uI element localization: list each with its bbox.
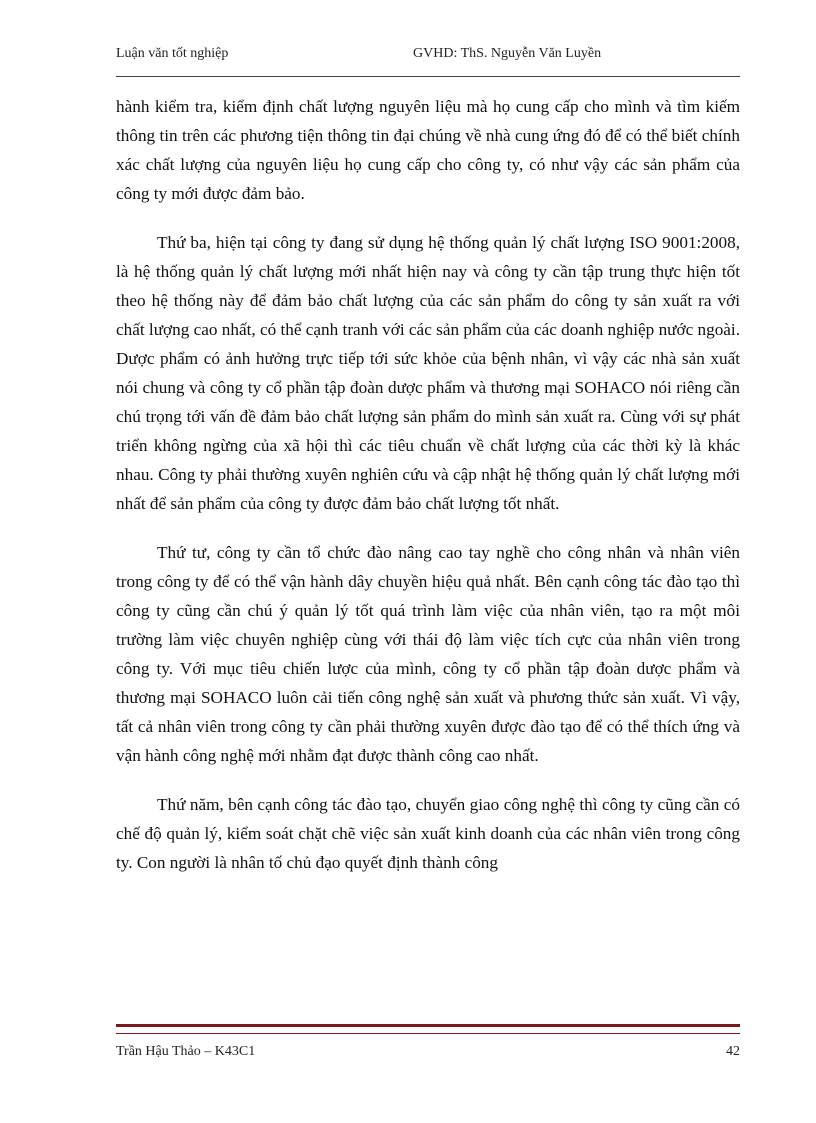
document-body [116, 92, 740, 897]
page-number: 42 [726, 1044, 740, 1059]
page-footer [116, 1044, 740, 1064]
paragraph-third-point: Thứ ba, hiện tại công ty đang sử dụng hệ thống quản lý chất lượng ISO 9001:2008, là hệ thống quản lý chất lượng mới nhất hiện nay và công ty cần tập trung thực hiện tốt theo hệ thống này để đảm bảo chất lượng của các sản phẩm do công ty sản xuất ra với chất lượng cao nhất, có thể cạnh tranh với các sản phẩm của các doanh nghiệp nước ngoài. Dược phẩm có ảnh hưởng trực tiếp tới sức khỏe của bệnh nhân, vì vậy các nhà sản xuất nói chung và công ty cổ phần tập đoàn dược phẩm và thương mại SOHACO nói riêng cần chú trọng tới vấn đề đảm bảo chất lượng sản phẩm do mình sản xuất ra. Cùng với sự phát triển không ngừng của xã hội thì các tiêu chuẩn về chất lượng của các thời kỳ là khác nhau. Công ty phải thường xuyên nghiên cứu và cập nhật hệ thống quản lý chất lượng mới nhất để sản phẩm của công ty được đảm bảo chất lượng tốt nhất. [116, 233, 740, 513]
footer-divider [116, 1024, 740, 1034]
paragraph-continuation: hành kiểm tra, kiểm định chất lượng nguyên liệu mà họ cung cấp cho mình và tìm kiếm thông tin trên các phương tiện thông tin đại chúng về nhà cung ứng đó để có thể biết chính xác chất lượng của nguyên liệu họ cung cấp cho công ty, có như vậy các sản phẩm của công ty mới được đảm bảo. [116, 97, 740, 203]
header-supervisor: GVHD: ThS. Nguyễn Văn Luyền [413, 46, 602, 61]
header-thesis-title: Luận văn tốt nghiệp [116, 46, 229, 61]
header-divider [116, 76, 740, 77]
paragraph-fifth-point: Thứ năm, bên cạnh công tác đào tạo, chuyển giao công nghệ thì công ty cũng cần có chế độ quản lý, kiểm soát chặt chẽ việc sản xuất kinh doanh của các nhân viên trong công ty. Con người là nhân tố chủ đạo quyết định thành công [116, 795, 740, 872]
paragraph-fourth-point: Thứ tư, công ty cần tổ chức đào nâng cao tay nghề cho công nhân và nhân viên trong công ty để có thể vận hành dây chuyền hiệu quả nhất. Bên cạnh công tác đào tạo thì công ty cũng cần chú ý quản lý tốt quá trình làm việc của nhân viên, tạo ra một môi trường làm việc chuyên nghiệp cùng với thái độ làm việc tích cực của nhân viên trong công ty. Với mục tiêu chiến lược của mình, công ty cổ phần tập đoàn dược phẩm và thương mại SOHACO luôn cải tiến công nghệ sản xuất và phương thức sản xuất. Vì vậy, tất cả nhân viên trong công ty cần phải thường xuyên được đào tạo để có thể thích ứng và vận hành công nghệ mới nhằm đạt được thành công cao nhất. [116, 543, 740, 765]
page-header [116, 46, 740, 66]
footer-author: Trần Hậu Thảo – K43C1 [116, 1044, 256, 1059]
